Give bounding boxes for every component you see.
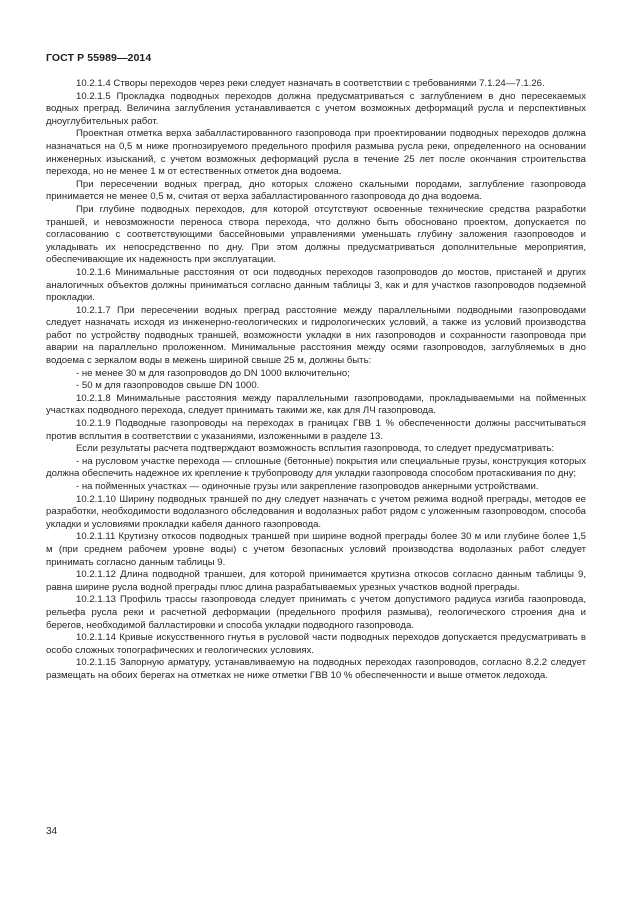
page-number: 34 [46,826,58,837]
paragraph-10-2-1-15: 10.2.1.15 Запорную арматуру, устанавливаемую на подводных переходах газопроводов, согласно 8.2.2 следует размещать на обоих берегах на отметках не ниже отметки ГВВ 10 % обеспеченности и выше отметок ледохода. [46,657,586,681]
paragraph-10-2-1-6: 10.2.1.6 Минимальные расстояния от оси подводных переходов газопроводов до мостов, пристаней и других аналогичных объектов должны приниматься согласно данным таблицы 3, как и для участков газопроводов подземной прокладки. [46,266,586,304]
paragraph-deep-crossing: При глубине подводных переходов, для которой отсутствуют освоенные технические средства разработки траншей, и невозможности переноса створа перехода, что должно быть обосновано проектом, допускается по согласованию с соответствующими бассейновыми управлениями уменьшать глубину заложения газопроводов и укладывать их непосредственно по дну. При этом должны предусматриваться дополнительные мероприятия, обеспечивающие их надежность при эксплуатации. [46,203,586,266]
list-item-floodplain: - на пойменных участках — одиночные грузы или закрепление газопроводов анкерными устройствами. [76,481,539,492]
paragraph-10-2-1-14: 10.2.1.14 Кривые искусственного гнутья в русловой части подводных переходов допускается предусматривать в особо сложных топографических и геологических условиях. [46,632,586,656]
paragraph-10-2-1-8: 10.2.1.8 Минимальные расстояния между параллельными газопроводами, прокладываемыми на пойменных участках подводного перехода, следует принимать такими же, как для ЛЧ газопровода. [46,392,586,417]
paragraph-10-2-1-5: 10.2.1.5 Прокладка подводных переходов должна предусматриваться с заглублением в дно пересекаемых водных преград. Величина заглубления устанавливается с учетом возможных деформаций русла и перспективных дноуглубительных работ. [46,90,586,127]
paragraph-design-depth: Проектная отметка верха забалластированного газопровода при проектировании подводных переходов должна назначаться на 0,5 м ниже прогнозируемого предельного профиля размыва русла реки, определенного на основании инженерных изысканий, с учетом возможных деформаций русла в течение 25 лет после окончания строительства перехода, но не менее 1 м от естественных отметок дна водоема. [46,128,586,178]
document-header: ГОСТ Р 55989—2014 [46,52,152,64]
paragraph-rock-bottom: При пересечении водных преград, дно которых сложено скальными породами, заглубление газопровода принимается не менее 0,5 м, считая от верха забалластированного газопровода до дна водоема. [46,178,586,203]
paragraph-flotation: Если результаты расчета подтверждают возможность всплытия газопровода, то следует предусматривать: [76,443,554,455]
document-body [46,78,586,683]
paragraph-10-2-1-10: 10.2.1.10 Ширину подводных траншей по дну следует назначать с учетом режима водной преграды, методов ее разработки, необходимости водолазного обследования и водолазных работ рядом с уложенным газопроводом, способа укладки и условиями прокладки кабеля данного газопровода. [46,493,586,530]
paragraph-10-2-1-13: 10.2.1.13 Профиль трассы газопровода следует принимать с учетом допустимого радиуса изгиба газопровода, рельефа русла реки и расчетной деформации (предельного профиля размыва), геологического строения дна и берегов, необходимой балластировки и способа укладки подводного газопровода. [46,594,586,631]
paragraph-10-2-1-4: 10.2.1.4 Створы переходов через реки следует назначать в соответствии с требованиями 7.1.24—7.1.26. [76,78,545,89]
paragraph-10-2-1-11: 10.2.1.11 Крутизну откосов подводных траншей при ширине водной преграды более 30 м или глубине более 1,5 м (при среднем рабочем уровне воды) с учетом безопасных условий производства водолазных работ следует принимать согласно данным таблицы 9. [46,531,586,568]
paragraph-10-2-1-12: 10.2.1.12 Длина подводной траншеи, для которой принимается крутизна откосов согласно данным таблицы 9, равна ширине русла водной преграды плюс длина разрабатываемых урезных участков водной преграды. [46,569,586,593]
list-item-over-dn1000: - 50 м для газопроводов свыше DN 1000. [76,380,260,392]
paragraph-10-2-1-9: 10.2.1.9 Подводные газопроводы на переходах в границах ГВВ 1 % обеспеченности должны рассчитываться против всплытия в соответствии с указаниями, изложенными в разделе 13. [46,418,586,442]
list-item-dn1000: - не менее 30 м для газопроводов до DN 1000 включительно; [76,367,350,379]
list-item-channel: - на русловом участке перехода — сплошные (бетонные) покрытия или специальные грузы, конструкция которых должна обеспечить надежное их крепление к трубопроводу для укладки газопровода способом протаскивания по дну; [46,455,586,480]
paragraph-10-2-1-7: 10.2.1.7 При пересечении водных преград расстояние между параллельными подводными газопроводами следует назначать исходя из инженерно-геологических и гидрологических условий, а также из условий производства работ по устройству подводных траншей, возможности укладки в них газопроводов и сохранности газопровода при аварии на параллельно проложенном. Минимальные расстояния между осями газопроводов, заглубляемых в дно водоема с зеркалом воды в межень шириной свыше 25 м, должны быть: [46,304,586,367]
